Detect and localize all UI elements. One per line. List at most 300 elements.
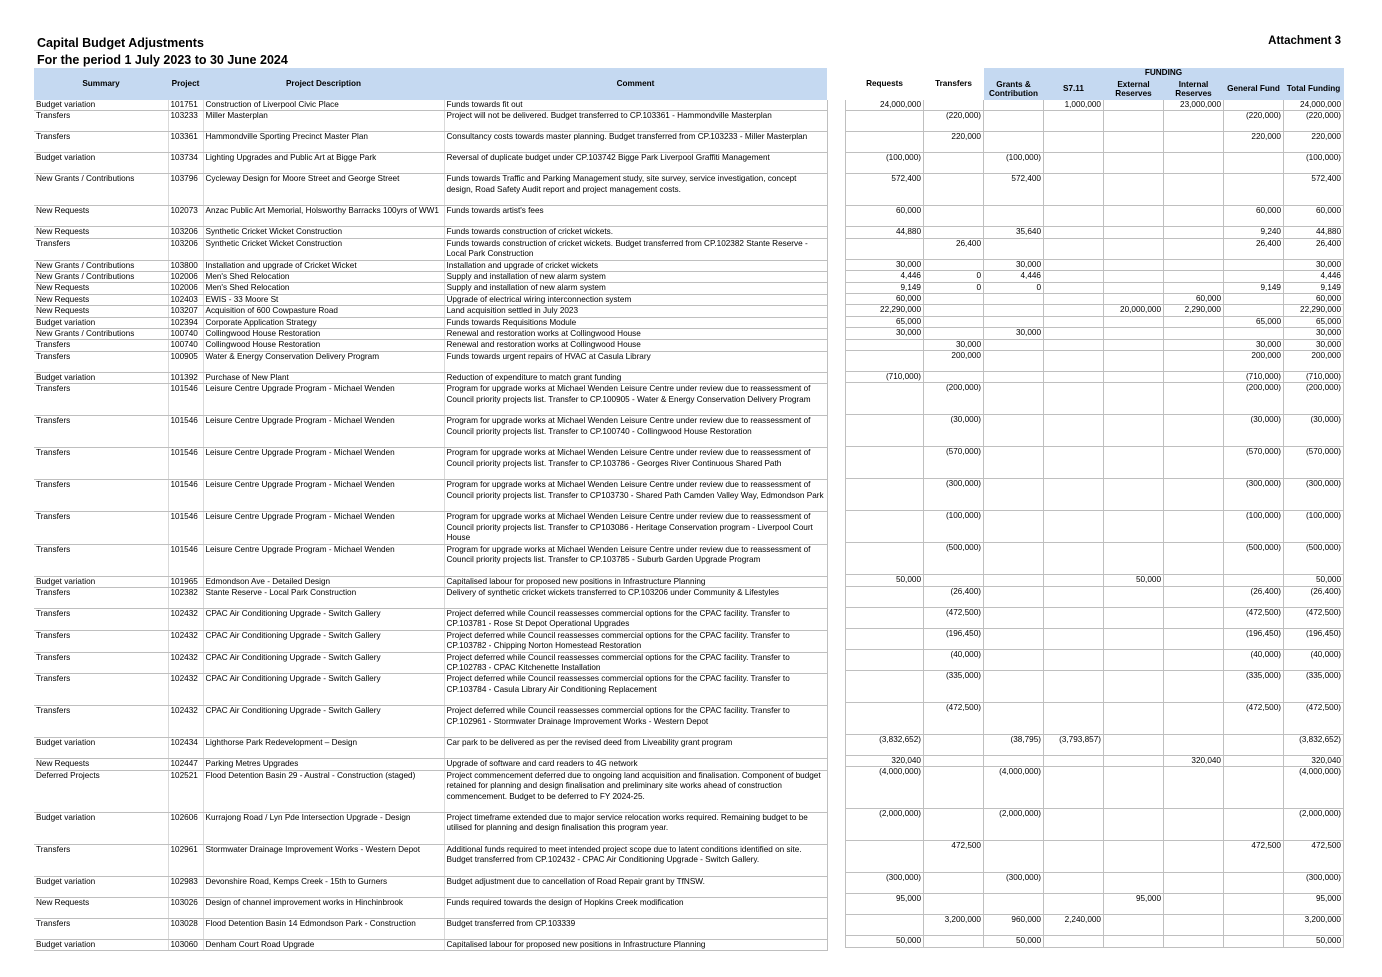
cell-summary: New Requests bbox=[34, 759, 168, 770]
cell-project: 102983 bbox=[168, 876, 203, 897]
cell-grants bbox=[984, 238, 1044, 259]
cell-project: 101546 bbox=[168, 448, 203, 480]
cell-project: 102447 bbox=[168, 759, 203, 770]
cell-grants bbox=[984, 294, 1044, 305]
funding-row bbox=[846, 174, 1344, 206]
cell-s711 bbox=[1044, 316, 1104, 327]
cell-description: Corporate Application Strategy bbox=[203, 317, 444, 328]
cell-grants: 35,640 bbox=[984, 227, 1044, 238]
cell-transfers bbox=[924, 294, 984, 305]
cell-requests: 30,000 bbox=[846, 328, 924, 339]
cell-project: 103233 bbox=[168, 111, 203, 132]
cell-s711 bbox=[1044, 153, 1104, 174]
cell-comment: Program for upgrade works at Michael Wenden Leisure Centre under review due to reassessment of Council priority projects list. Transfer to CP103730 - Shared Path Camden Valley Way, Edmondson Park bbox=[444, 480, 827, 512]
cell-summary: Transfers bbox=[34, 587, 168, 608]
cell-summary: Budget variation bbox=[34, 317, 168, 328]
cell-comment: Project timeframe extended due to major service relocation works required. Remaining budget to be utilised for planning and design finalisation this program year. bbox=[444, 812, 827, 844]
table-row bbox=[34, 759, 827, 770]
cell-general bbox=[1224, 100, 1284, 111]
cell-grants bbox=[984, 479, 1044, 511]
cell-internal bbox=[1164, 543, 1224, 575]
table-row bbox=[34, 897, 827, 918]
cell-external bbox=[1104, 328, 1164, 339]
cell-general: 26,400 bbox=[1224, 238, 1284, 259]
table-row bbox=[34, 206, 827, 227]
funding-row bbox=[846, 767, 1344, 809]
table-row bbox=[34, 812, 827, 844]
cell-total: 572,400 bbox=[1284, 174, 1344, 206]
cell-s711 bbox=[1044, 755, 1104, 766]
cell-s711 bbox=[1044, 132, 1104, 153]
header-comment: Comment bbox=[444, 68, 827, 100]
cell-grants bbox=[984, 543, 1044, 575]
cell-project: 103206 bbox=[168, 238, 203, 260]
cell-s711 bbox=[1044, 479, 1104, 511]
cell-comment: Project deferred while Council reassesses commercial options for the CPAC facility. Transfer to CP.103781 - Rose St Depot Operational Upgrades bbox=[444, 608, 827, 630]
table-row bbox=[34, 416, 827, 448]
cell-description: Stante Reserve - Local Park Construction bbox=[203, 587, 444, 608]
funding-table bbox=[845, 68, 1344, 948]
cell-external bbox=[1104, 372, 1164, 383]
cell-total: (26,400) bbox=[1284, 586, 1344, 607]
cell-transfers: (100,000) bbox=[924, 511, 984, 543]
cell-internal bbox=[1164, 153, 1224, 174]
cell-summary: Transfers bbox=[34, 416, 168, 448]
cell-grants: (4,000,000) bbox=[984, 767, 1044, 809]
cell-comment: Renewal and restoration works at Collingwood House bbox=[444, 340, 827, 351]
funding-row bbox=[846, 702, 1344, 734]
table-row bbox=[34, 317, 827, 328]
header-total: Total Funding bbox=[1284, 78, 1344, 100]
cell-internal bbox=[1164, 282, 1224, 293]
cell-s711 bbox=[1044, 415, 1104, 447]
cell-requests bbox=[846, 132, 924, 153]
funding-row bbox=[846, 328, 1344, 339]
cell-internal bbox=[1164, 894, 1224, 915]
cell-general: (500,000) bbox=[1224, 543, 1284, 575]
cell-total: 22,290,000 bbox=[1284, 305, 1344, 316]
funding-row bbox=[846, 206, 1344, 227]
cell-internal bbox=[1164, 316, 1224, 327]
cell-comment: Capitalised labour for proposed new positions in Infrastructure Planning bbox=[444, 939, 827, 950]
cell-external bbox=[1104, 174, 1164, 206]
header-s711: S7.11 bbox=[1044, 78, 1104, 100]
cell-s711 bbox=[1044, 628, 1104, 649]
cell-s711 bbox=[1044, 351, 1104, 372]
table-row bbox=[34, 283, 827, 294]
cell-requests bbox=[846, 415, 924, 447]
cell-requests: 95,000 bbox=[846, 894, 924, 915]
cell-description: Acquisition of 600 Cowpasture Road bbox=[203, 306, 444, 317]
cell-grants bbox=[984, 841, 1044, 873]
cell-project: 103796 bbox=[168, 174, 203, 206]
cell-description: CPAC Air Conditioning Upgrade - Switch Gallery bbox=[203, 608, 444, 630]
cell-summary: Transfers bbox=[34, 340, 168, 351]
header-internal: Internal Reserves bbox=[1164, 78, 1224, 100]
cell-general: (300,000) bbox=[1224, 479, 1284, 511]
cell-description: Flood Detention Basin 14 Edmondson Park - Construction bbox=[203, 918, 444, 939]
cell-summary: Budget variation bbox=[34, 939, 168, 950]
cell-grants bbox=[984, 339, 1044, 350]
cell-requests bbox=[846, 649, 924, 670]
cell-external bbox=[1104, 607, 1164, 628]
funding-row bbox=[846, 543, 1344, 575]
cell-total: 26,400 bbox=[1284, 238, 1344, 259]
cell-requests: 24,000,000 bbox=[846, 100, 924, 111]
cell-comment: Consultancy costs towards master planning. Budget transferred from CP.103233 - Miller Masterplan bbox=[444, 132, 827, 153]
cell-external bbox=[1104, 415, 1164, 447]
cell-requests: 4,446 bbox=[846, 271, 924, 282]
funding-row bbox=[846, 132, 1344, 153]
cell-comment: Funds towards Traffic and Parking Management study, site survey, service investigation, concept design, Road Safety Audit report and project management costs. bbox=[444, 174, 827, 206]
cell-internal: 23,000,000 bbox=[1164, 100, 1224, 111]
cell-external bbox=[1104, 511, 1164, 543]
cell-external bbox=[1104, 447, 1164, 479]
cell-total: 3,200,000 bbox=[1284, 915, 1344, 936]
cell-comment: Program for upgrade works at Michael Wenden Leisure Centre under review due to reassessment of Council priority projects list. Transfer to CP103086 - Heritage Conservation program - Liverpool Court House bbox=[444, 512, 827, 544]
cell-transfers bbox=[924, 809, 984, 841]
funding-row bbox=[846, 894, 1344, 915]
cell-requests: (100,000) bbox=[846, 153, 924, 174]
cell-external bbox=[1104, 132, 1164, 153]
cell-total: (30,000) bbox=[1284, 415, 1344, 447]
cell-total: (3,832,652) bbox=[1284, 734, 1344, 755]
cell-transfers: (500,000) bbox=[924, 543, 984, 575]
cell-description: Edmondson Ave - Detailed Design bbox=[203, 576, 444, 587]
cell-s711 bbox=[1044, 670, 1104, 702]
cell-requests: 572,400 bbox=[846, 174, 924, 206]
cell-internal bbox=[1164, 383, 1224, 415]
header-grants: Grants & Contribution bbox=[984, 78, 1044, 100]
cell-general bbox=[1224, 271, 1284, 282]
cell-transfers bbox=[924, 873, 984, 894]
cell-grants: 30,000 bbox=[984, 259, 1044, 270]
cell-total: (200,000) bbox=[1284, 383, 1344, 415]
cell-transfers: (30,000) bbox=[924, 415, 984, 447]
cell-grants bbox=[984, 351, 1044, 372]
cell-transfers: (570,000) bbox=[924, 447, 984, 479]
cell-requests: 30,000 bbox=[846, 259, 924, 270]
cell-total: (40,000) bbox=[1284, 649, 1344, 670]
cell-comment: Funds towards fit out bbox=[444, 100, 827, 111]
table-row bbox=[34, 111, 827, 132]
cell-requests: 60,000 bbox=[846, 206, 924, 227]
cell-grants: 4,446 bbox=[984, 271, 1044, 282]
cell-transfers bbox=[924, 755, 984, 766]
cell-external bbox=[1104, 339, 1164, 350]
cell-transfers bbox=[924, 206, 984, 227]
cell-transfers: 3,200,000 bbox=[924, 915, 984, 936]
cell-external bbox=[1104, 259, 1164, 270]
cell-transfers: (300,000) bbox=[924, 479, 984, 511]
cell-project: 103206 bbox=[168, 227, 203, 238]
cell-comment: Delivery of synthetic cricket wickets transferred to CP.103206 under Community & Lifestyles bbox=[444, 587, 827, 608]
cell-internal bbox=[1164, 132, 1224, 153]
cell-transfers bbox=[924, 227, 984, 238]
cell-transfers: (220,000) bbox=[924, 111, 984, 132]
cell-project: 102432 bbox=[168, 652, 203, 674]
cell-comment: Supply and installation of new alarm system bbox=[444, 283, 827, 294]
cell-total: 60,000 bbox=[1284, 294, 1344, 305]
cell-s711 bbox=[1044, 227, 1104, 238]
cell-s711 bbox=[1044, 238, 1104, 259]
cell-requests: 22,290,000 bbox=[846, 305, 924, 316]
cell-general bbox=[1224, 153, 1284, 174]
cell-internal: 320,040 bbox=[1164, 755, 1224, 766]
cell-description: Design of channel improvement works in Hinchinbrook bbox=[203, 897, 444, 918]
cell-internal bbox=[1164, 628, 1224, 649]
cell-project: 102403 bbox=[168, 294, 203, 305]
cell-general: (710,000) bbox=[1224, 372, 1284, 383]
cell-internal bbox=[1164, 271, 1224, 282]
cell-internal bbox=[1164, 238, 1224, 259]
cell-total: 472,500 bbox=[1284, 841, 1344, 873]
funding-row bbox=[846, 294, 1344, 305]
cell-project: 102606 bbox=[168, 812, 203, 844]
cell-total: (570,000) bbox=[1284, 447, 1344, 479]
cell-general: 472,500 bbox=[1224, 841, 1284, 873]
cell-requests: 9,149 bbox=[846, 282, 924, 293]
funding-row bbox=[846, 447, 1344, 479]
cell-comment: Program for upgrade works at Michael Wenden Leisure Centre under review due to reassessment of Council priority projects list. Transfer to CP.100905 - Water & Energy Conservation Delivery Program bbox=[444, 384, 827, 416]
table-row bbox=[34, 674, 827, 706]
cell-total: (472,500) bbox=[1284, 607, 1344, 628]
header-external: External Reserves bbox=[1104, 78, 1164, 100]
cell-general bbox=[1224, 734, 1284, 755]
table-row bbox=[34, 876, 827, 897]
cell-comment: Funds required towards the design of Hopkins Creek modification bbox=[444, 897, 827, 918]
cell-external bbox=[1104, 649, 1164, 670]
cell-description: Men's Shed Relocation bbox=[203, 283, 444, 294]
cell-summary: New Grants / Contributions bbox=[34, 260, 168, 271]
cell-total: 65,000 bbox=[1284, 316, 1344, 327]
cell-total: (100,000) bbox=[1284, 511, 1344, 543]
cell-project: 103361 bbox=[168, 132, 203, 153]
table-row bbox=[34, 351, 827, 372]
cell-general: 200,000 bbox=[1224, 351, 1284, 372]
cell-transfers bbox=[924, 734, 984, 755]
cell-internal bbox=[1164, 328, 1224, 339]
cell-s711 bbox=[1044, 174, 1104, 206]
table-row bbox=[34, 608, 827, 630]
cell-external bbox=[1104, 271, 1164, 282]
cell-internal bbox=[1164, 670, 1224, 702]
table-row bbox=[34, 738, 827, 759]
funding-row bbox=[846, 339, 1344, 350]
cell-requests: 60,000 bbox=[846, 294, 924, 305]
funding-row bbox=[846, 628, 1344, 649]
cell-total: 220,000 bbox=[1284, 132, 1344, 153]
cell-requests bbox=[846, 511, 924, 543]
cell-internal bbox=[1164, 111, 1224, 132]
table-row bbox=[34, 227, 827, 238]
funding-row bbox=[846, 415, 1344, 447]
funding-row bbox=[846, 734, 1344, 755]
cell-project: 101965 bbox=[168, 576, 203, 587]
cell-project: 102961 bbox=[168, 844, 203, 876]
cell-grants bbox=[984, 415, 1044, 447]
cell-transfers: (196,450) bbox=[924, 628, 984, 649]
cell-description: Synthetic Cricket Wicket Construction bbox=[203, 238, 444, 260]
cell-transfers: 220,000 bbox=[924, 132, 984, 153]
table-row bbox=[34, 630, 827, 652]
funding-row bbox=[846, 316, 1344, 327]
cell-general bbox=[1224, 809, 1284, 841]
table-row bbox=[34, 480, 827, 512]
cell-external bbox=[1104, 111, 1164, 132]
cell-s711: 1,000,000 bbox=[1044, 100, 1104, 111]
table-row bbox=[34, 329, 827, 340]
cell-requests bbox=[846, 841, 924, 873]
cell-project: 101546 bbox=[168, 384, 203, 416]
cell-external bbox=[1104, 383, 1164, 415]
cell-s711 bbox=[1044, 543, 1104, 575]
cell-external bbox=[1104, 915, 1164, 936]
title-line-2: For the period 1 July 2023 to 30 June 2024 bbox=[37, 53, 288, 67]
cell-project: 103026 bbox=[168, 897, 203, 918]
cell-description: Installation and upgrade of Cricket Wicket bbox=[203, 260, 444, 271]
cell-project: 103207 bbox=[168, 306, 203, 317]
funding-row bbox=[846, 586, 1344, 607]
cell-s711 bbox=[1044, 511, 1104, 543]
cell-comment: Reversal of duplicate budget under CP.103742 Bigge Park Liverpool Graffiti Management bbox=[444, 153, 827, 174]
cell-description: Synthetic Cricket Wicket Construction bbox=[203, 227, 444, 238]
cell-internal bbox=[1164, 734, 1224, 755]
cell-general: 220,000 bbox=[1224, 132, 1284, 153]
cell-comment: Project deferred while Council reassesses commercial options for the CPAC facility. Transfer to CP.102961 - Stormwater Drainage Improvement Works - Western Depot bbox=[444, 706, 827, 738]
cell-comment: Funds towards construction of cricket wickets. Budget transferred from CP.102382 Stante Reserve - Local Park Construction bbox=[444, 238, 827, 260]
cell-transfers: 0 bbox=[924, 271, 984, 282]
table-row bbox=[34, 544, 827, 576]
cell-s711 bbox=[1044, 586, 1104, 607]
cell-grants: (2,000,000) bbox=[984, 809, 1044, 841]
cell-general: (26,400) bbox=[1224, 586, 1284, 607]
cell-transfers bbox=[924, 305, 984, 316]
cell-requests: (300,000) bbox=[846, 873, 924, 894]
cell-description: Men's Shed Relocation bbox=[203, 272, 444, 283]
cell-project: 102382 bbox=[168, 587, 203, 608]
cell-general bbox=[1224, 873, 1284, 894]
cell-total: 200,000 bbox=[1284, 351, 1344, 372]
cell-general bbox=[1224, 259, 1284, 270]
table-row bbox=[34, 174, 827, 206]
cell-summary: Transfers bbox=[34, 844, 168, 876]
cell-requests: 50,000 bbox=[846, 575, 924, 586]
header-description: Project Description bbox=[203, 68, 444, 100]
cell-summary: New Requests bbox=[34, 306, 168, 317]
cell-external: 95,000 bbox=[1104, 894, 1164, 915]
funding-row bbox=[846, 479, 1344, 511]
table-row bbox=[34, 844, 827, 876]
cell-s711 bbox=[1044, 809, 1104, 841]
cell-comment: Installation and upgrade of cricket wickets bbox=[444, 260, 827, 271]
cell-general bbox=[1224, 174, 1284, 206]
cell-grants: 50,000 bbox=[984, 936, 1044, 947]
cell-total: 9,149 bbox=[1284, 282, 1344, 293]
cell-total: 30,000 bbox=[1284, 339, 1344, 350]
cell-summary: New Grants / Contributions bbox=[34, 329, 168, 340]
cell-total: (220,000) bbox=[1284, 111, 1344, 132]
cell-transfers: 30,000 bbox=[924, 339, 984, 350]
header-funding: FUNDING bbox=[984, 68, 1344, 78]
cell-requests: (2,000,000) bbox=[846, 809, 924, 841]
cell-internal bbox=[1164, 702, 1224, 734]
cell-total: (4,000,000) bbox=[1284, 767, 1344, 809]
table-row bbox=[34, 512, 827, 544]
cell-external bbox=[1104, 767, 1164, 809]
cell-total: 44,880 bbox=[1284, 227, 1344, 238]
cell-general: (335,000) bbox=[1224, 670, 1284, 702]
table-row bbox=[34, 294, 827, 305]
cell-description: Leisure Centre Upgrade Program - Michael Wenden bbox=[203, 512, 444, 544]
cell-internal bbox=[1164, 372, 1224, 383]
funding-row bbox=[846, 111, 1344, 132]
cell-total: 30,000 bbox=[1284, 328, 1344, 339]
cell-s711 bbox=[1044, 702, 1104, 734]
cell-requests: 65,000 bbox=[846, 316, 924, 327]
cell-description: CPAC Air Conditioning Upgrade - Switch Gallery bbox=[203, 706, 444, 738]
cell-external bbox=[1104, 755, 1164, 766]
cell-internal bbox=[1164, 351, 1224, 372]
cell-summary: Transfers bbox=[34, 132, 168, 153]
cell-internal: 60,000 bbox=[1164, 294, 1224, 305]
cell-general bbox=[1224, 294, 1284, 305]
cell-project: 102073 bbox=[168, 206, 203, 227]
cell-description: CPAC Air Conditioning Upgrade - Switch Gallery bbox=[203, 630, 444, 652]
cell-internal bbox=[1164, 607, 1224, 628]
cell-summary: Budget variation bbox=[34, 153, 168, 174]
cell-grants: (100,000) bbox=[984, 153, 1044, 174]
cell-requests bbox=[846, 628, 924, 649]
cell-general: (570,000) bbox=[1224, 447, 1284, 479]
cell-transfers bbox=[924, 936, 984, 947]
funding-row bbox=[846, 271, 1344, 282]
cell-s711 bbox=[1044, 372, 1104, 383]
cell-external bbox=[1104, 351, 1164, 372]
cell-grants bbox=[984, 511, 1044, 543]
cell-project: 100740 bbox=[168, 340, 203, 351]
funding-row bbox=[846, 873, 1344, 894]
table-row bbox=[34, 100, 827, 111]
cell-grants bbox=[984, 628, 1044, 649]
cell-description: Kurrajong Road / Lyn Pde Intersection Upgrade - Design bbox=[203, 812, 444, 844]
cell-comment: Project commencement deferred due to ongoing land acquisition and finalisation. Component of budget retained for planning and design finalisation and preliminary site works ahead of construction commencement. Budget to be deferred to FY 2024-25. bbox=[444, 770, 827, 812]
funding-row bbox=[846, 841, 1344, 873]
cell-s711 bbox=[1044, 206, 1104, 227]
cell-transfers bbox=[924, 894, 984, 915]
cell-internal bbox=[1164, 479, 1224, 511]
cell-total: (300,000) bbox=[1284, 873, 1344, 894]
cell-project: 101546 bbox=[168, 512, 203, 544]
cell-external bbox=[1104, 809, 1164, 841]
table-row bbox=[34, 587, 827, 608]
cell-internal bbox=[1164, 586, 1224, 607]
cell-requests bbox=[846, 915, 924, 936]
cell-internal bbox=[1164, 936, 1224, 947]
funding-row bbox=[846, 238, 1344, 259]
cell-transfers bbox=[924, 372, 984, 383]
cell-external bbox=[1104, 238, 1164, 259]
cell-external: 50,000 bbox=[1104, 575, 1164, 586]
cell-grants bbox=[984, 206, 1044, 227]
header-summary: Summary bbox=[34, 68, 168, 100]
cell-description: Leisure Centre Upgrade Program - Michael Wenden bbox=[203, 416, 444, 448]
funding-row bbox=[846, 351, 1344, 372]
cell-comment: Upgrade of software and card readers to 4G network bbox=[444, 759, 827, 770]
cell-description: Collingwood House Restoration bbox=[203, 340, 444, 351]
cell-transfers: (40,000) bbox=[924, 649, 984, 670]
cell-description: Miller Masterplan bbox=[203, 111, 444, 132]
